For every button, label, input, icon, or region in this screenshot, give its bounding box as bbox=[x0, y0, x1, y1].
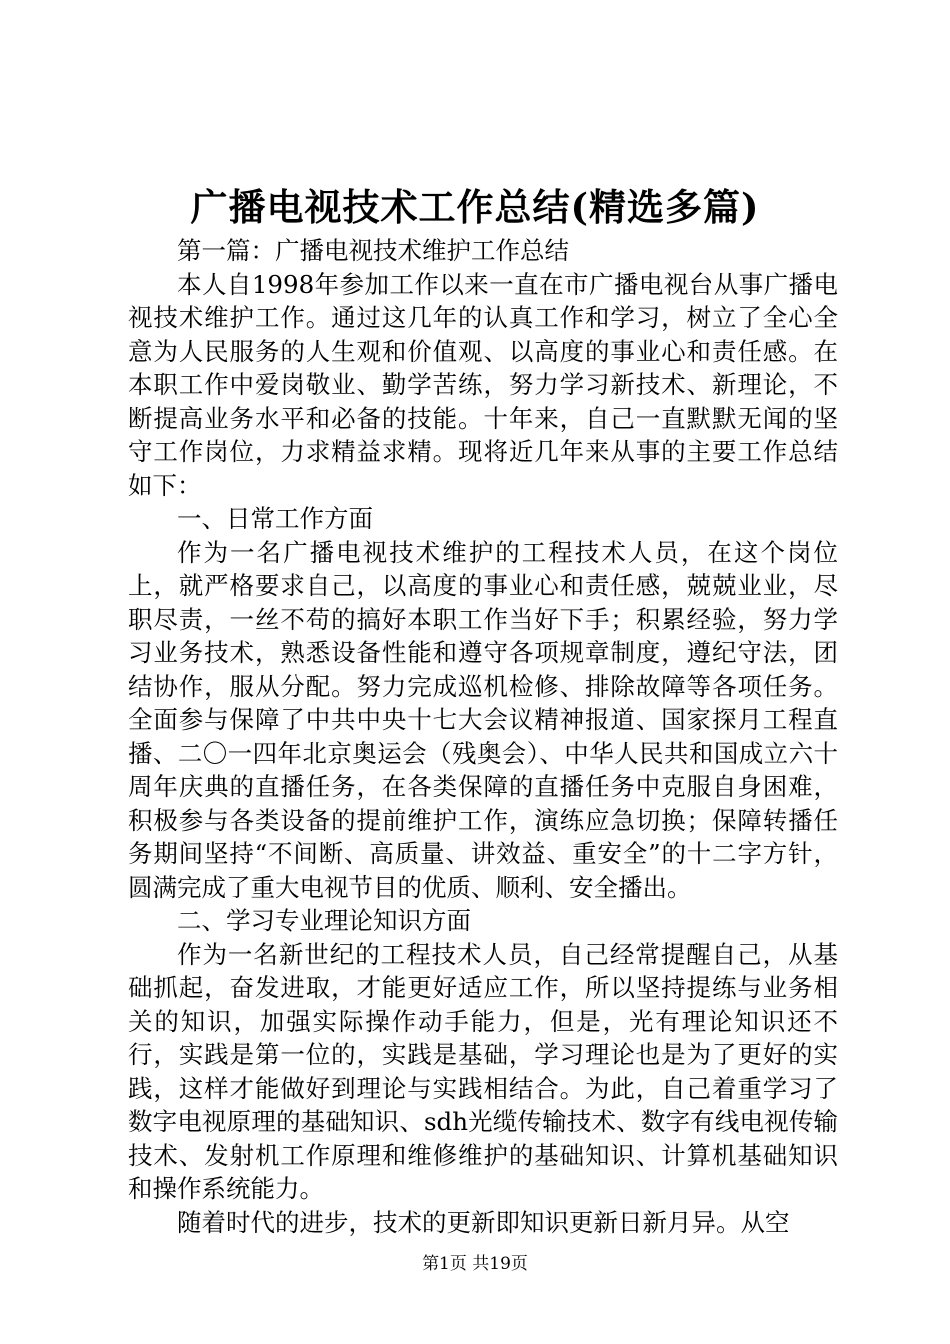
section-heading-daily-work: 一、日常工作方面 bbox=[177, 504, 373, 533]
document-title: 广播电视技术工作总结(精选多篇) bbox=[190, 185, 760, 229]
document-body bbox=[128, 234, 838, 1239]
page-number-footer: 第1页 共19页 bbox=[422, 1254, 528, 1274]
section-heading-first-article: 第一篇：广播电视技术维护工作总结 bbox=[177, 236, 569, 265]
body-paragraph: 随着时代的进步，技术的更新即知识更新日新月异。从空 bbox=[177, 1207, 790, 1237]
body-paragraph: 作为一名广播电视技术维护的工程技术人员，在这个岗位上，就严格要求自己，以高度的事业心和责任感，兢兢业业，尽职尽责，一丝不苟的搞好本职工作当好下手；积累经验，努力学习业务技术，熟悉设备性能和遵守各项规章制度，遵纪守法，团结协作，服从分配。努力完成巡机检修、排除故障等各项任务。全面参与保障了中共中央十七大会议精神报道、国家探月工程直播、二〇一四年北京奥运会（残奥会）、中华人民共和国成立六十周年庆典的直播任务，在各类保障的直播任务中克服自身困难，积极参与各类设备的提前维护工作，演练应急切换；保障转播任务期间坚持“不间断、高质量、讲效益、重安全”的十二字方针，圆满完成了重大电视节目的优质、顺利、安全播出。 bbox=[128, 537, 838, 902]
body-paragraph: 本人自1998年参加工作以来一直在市广播电视台从事广播电视技术维护工作。通过这几年的认真工作和学习，树立了全心全意为人民服务的人生观和价值观、以高度的事业心和责任感。在本职工作中爱岗敬业、勤学苦练，努力学习新技术、新理论，不断提高业务水平和必备的技能。十年来，自己一直默默无闻的坚守工作岗位，力求精益求精。现将近几年来从事的主要工作总结如下： bbox=[128, 269, 838, 500]
section-heading-theory-study: 二、学习专业理论知识方面 bbox=[177, 906, 471, 935]
body-paragraph: 作为一名新世纪的工程技术人员，自己经常提醒自己，从基础抓起，奋发进取，才能更好适应工作，所以坚持提练与业务相关的知识，加强实际操作动手能力，但是，光有理论知识还不行，实践是第一位的，实践是基础，学习理论也是为了更好的实践，这样才能做好到理论与实践相结合。为此，自己着重学习了数字电视原理的基础知识、sdh光缆传输技术、数字有线电视传输技术、发射机工作原理和维修维护的基础知识、计算机基础知识和操作系统能力。 bbox=[128, 939, 838, 1203]
